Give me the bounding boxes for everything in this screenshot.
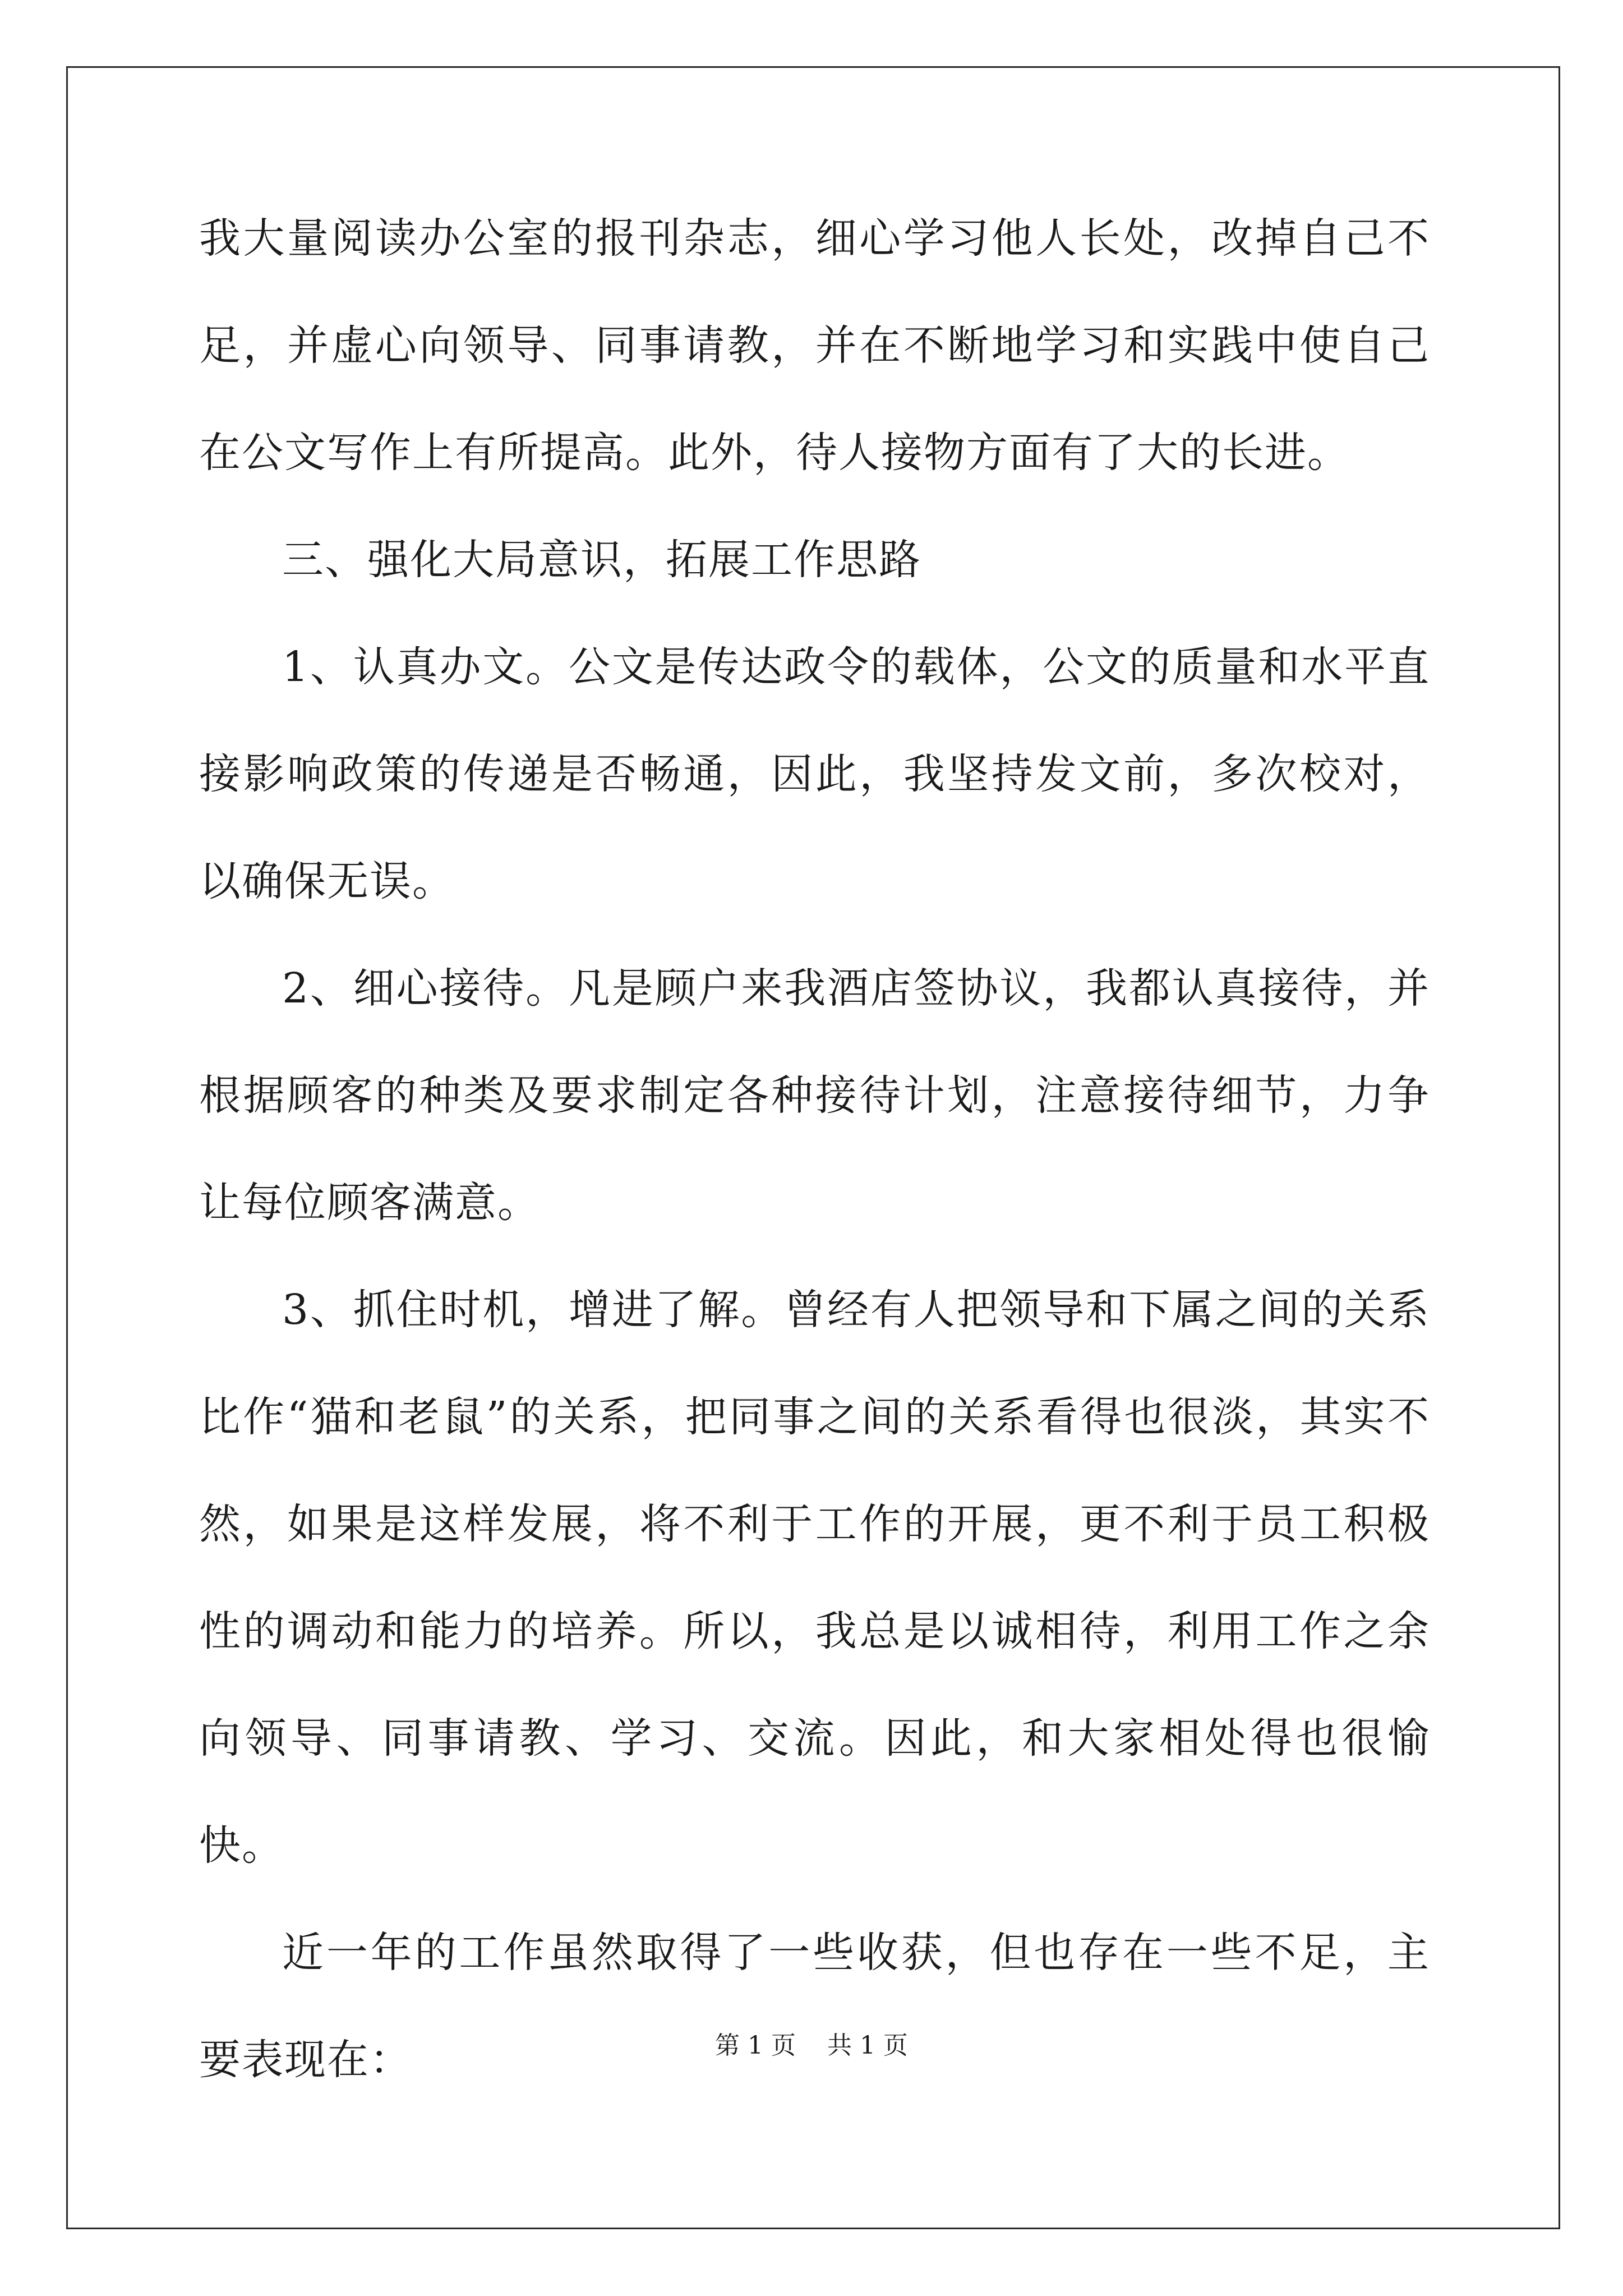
paragraph-item-3: 3、抓住时机，增进了解。曾经有人把领导和下属之间的关系比作“猫和老鼠”的关系，把同事之间的关系看得也很淡，其实不然，如果是这样发展，将不利于工作的开展，更不利于员工积极性的调动和能力的培养。所以，我总是以诚相待，利用工作之余向领导、同事请教、学习、交流。因此，和大家相处得也很愉快。 bbox=[199, 1286, 1430, 1870]
paragraph-item-1: 1、认真办文。公文是传达政令的载体，公文的质量和水平直接影响政策的传递是否畅通，因此，我坚持发文前，多次校对，以确保无误。 bbox=[199, 643, 1430, 905]
section-heading: 三、强化大局意识，拓展工作思路 bbox=[282, 536, 921, 584]
page-total: 共 1 页 bbox=[827, 2031, 908, 2060]
paragraph-summary: 近一年的工作虽然取得了一些收获，但也存在一些不足，主要表现在： bbox=[199, 1929, 1430, 2084]
page-footer bbox=[0, 2025, 1623, 2061]
paragraph-continuation: 我大量阅读办公室的报刊杂志，细心学习他人长处，改掉自己不足，并虚心向领导、同事请教，并在不断地学习和实践中使自己在公文写作上有所提高。此外，待人接物方面有了大的长进。 bbox=[199, 214, 1430, 477]
page-number: 第 1 页 bbox=[715, 2031, 796, 2060]
document-body bbox=[199, 185, 1430, 2114]
paragraph-item-2: 2、细心接待。凡是顾户来我酒店签协议，我都认真接待，并根据顾客的种类及要求制定各种接待计划，注意接待细节，力争让每位顾客满意。 bbox=[199, 964, 1430, 1227]
